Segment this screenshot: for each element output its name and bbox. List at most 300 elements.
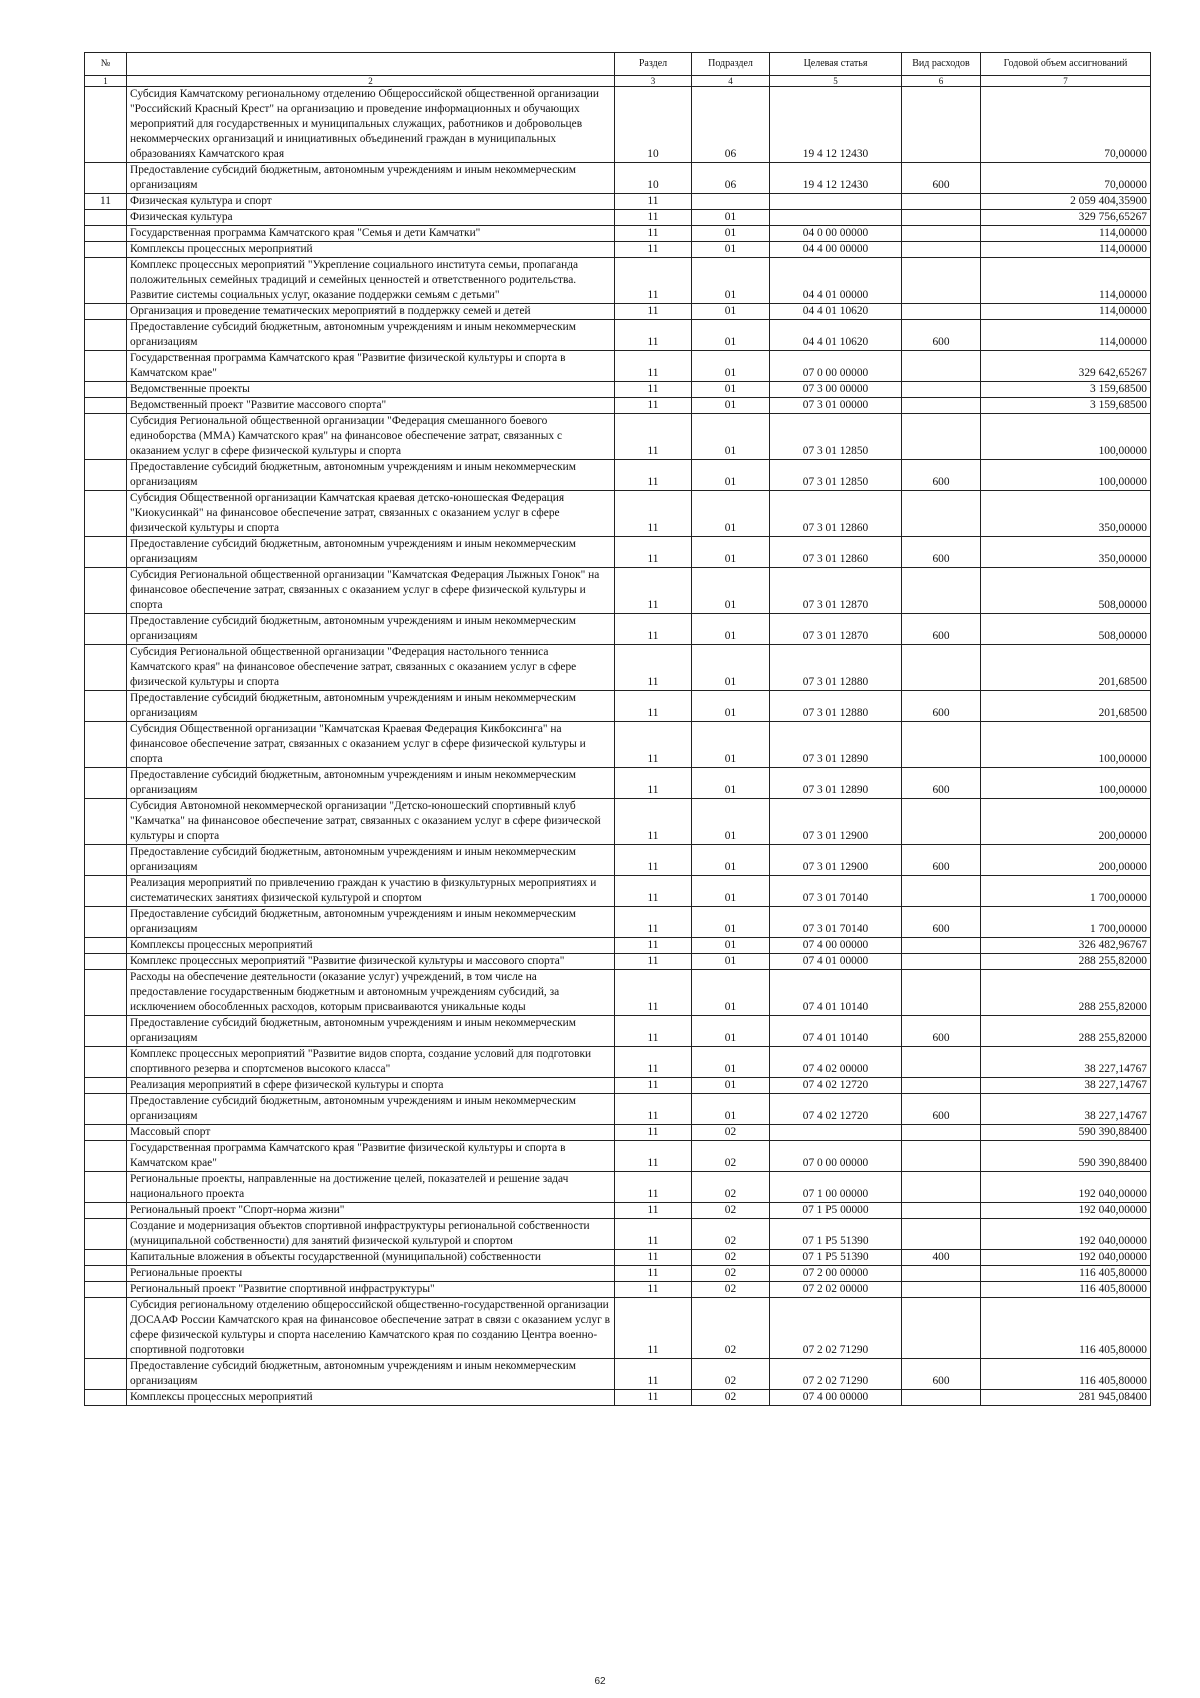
row-target-article: 07 3 01 12860 (770, 491, 902, 537)
table-row (85, 163, 1151, 194)
row-number (85, 645, 127, 691)
row-amount: 590 390,88400 (981, 1141, 1151, 1172)
row-target-article: 07 3 01 70140 (770, 907, 902, 938)
row-podrazdel (692, 194, 770, 210)
row-podrazdel: 02 (692, 1141, 770, 1172)
row-razdel: 11 (615, 1094, 692, 1125)
row-amount: 192 040,00000 (981, 1172, 1151, 1203)
row-name: Создание и модернизация объектов спортивной инфраструктуры региональной собственности (муниципальной собственности) для занятий физической культурой и спортом (127, 1219, 615, 1250)
row-podrazdel: 01 (692, 938, 770, 954)
row-number (85, 1298, 127, 1359)
table-row (85, 351, 1151, 382)
row-podrazdel: 01 (692, 304, 770, 320)
row-amount: 350,00000 (981, 491, 1151, 537)
row-number (85, 1390, 127, 1406)
table-row (85, 907, 1151, 938)
row-amount: 114,00000 (981, 304, 1151, 320)
row-razdel: 11 (615, 768, 692, 799)
table-row (85, 491, 1151, 537)
header-num: № (85, 53, 127, 76)
row-amount: 288 255,82000 (981, 970, 1151, 1016)
row-podrazdel: 02 (692, 1125, 770, 1141)
row-number (85, 398, 127, 414)
row-razdel: 10 (615, 87, 692, 163)
row-target-article: 07 3 01 12850 (770, 414, 902, 460)
row-amount: 192 040,00000 (981, 1219, 1151, 1250)
row-name: Региональные проекты, направленные на достижение целей, показателей и решение задач национального проекта (127, 1172, 615, 1203)
table-row (85, 1359, 1151, 1390)
row-amount: 1 700,00000 (981, 876, 1151, 907)
row-razdel: 11 (615, 1172, 692, 1203)
row-number (85, 1266, 127, 1282)
row-expense-type (902, 938, 981, 954)
row-name: Предоставление субсидий бюджетным, автономным учреждениям и иным некоммерческим организациям (127, 163, 615, 194)
row-name: Предоставление субсидий бюджетным, автономным учреждениям и иным некоммерческим организациям (127, 320, 615, 351)
table-row (85, 1016, 1151, 1047)
table-row (85, 537, 1151, 568)
row-target-article: 07 2 00 00000 (770, 1266, 902, 1282)
row-name: Субсидия Общественной организации Камчатская краевая детско-юношеская Федерация "Киокусинкай" на финансовое обеспечение затрат, связанных с оказанием услуг в сфере физической культуры и спорта (127, 491, 615, 537)
row-name: Комплексы процессных мероприятий (127, 938, 615, 954)
row-number (85, 1359, 127, 1390)
row-number (85, 1047, 127, 1078)
row-number (85, 799, 127, 845)
row-razdel: 11 (615, 398, 692, 414)
row-expense-type: 600 (902, 1359, 981, 1390)
table-row (85, 1125, 1151, 1141)
row-razdel: 11 (615, 1250, 692, 1266)
row-expense-type (902, 876, 981, 907)
row-amount: 2 059 404,35900 (981, 194, 1151, 210)
row-name: Субсидия Автономной некоммерческой организации "Детско-юношеский спортивный клуб "Камчатка" на финансовое обеспечение затрат, связанных с оказанием услуг в сфере физической культуры и спорта (127, 799, 615, 845)
row-target-article: 07 4 01 00000 (770, 954, 902, 970)
row-name: Субсидия региональному отделению общероссийской общественно-государственной организации ДОСААФ России Камчатского края на финансовое обеспечение затрат в связи с оказанием услуг в сфере физической культуры и спорта населению Камчатского края по созданию Центра военно-спортивной подготовки (127, 1298, 615, 1359)
table-row (85, 398, 1151, 414)
table-row (85, 210, 1151, 226)
table-row (85, 1078, 1151, 1094)
row-number (85, 1203, 127, 1219)
row-expense-type (902, 1172, 981, 1203)
row-target-article: 07 3 01 12890 (770, 722, 902, 768)
row-razdel: 11 (615, 414, 692, 460)
row-name: Предоставление субсидий бюджетным, автономным учреждениям и иным некоммерческим организациям (127, 691, 615, 722)
row-podrazdel: 01 (692, 768, 770, 799)
row-number (85, 970, 127, 1016)
row-number (85, 320, 127, 351)
row-number (85, 460, 127, 491)
row-number (85, 722, 127, 768)
row-name: Комплекс процессных мероприятий "Укрепление социального института семьи, пропаганда положительных семейных традиций и семейных ценностей и ответственного родительства. Развитие системы социальных услуг, оказание поддержки семьям с детьми" (127, 258, 615, 304)
row-name: Массовый спорт (127, 1125, 615, 1141)
row-expense-type (902, 1298, 981, 1359)
row-podrazdel: 01 (692, 954, 770, 970)
table-row (85, 258, 1151, 304)
row-number: 11 (85, 194, 127, 210)
row-number (85, 537, 127, 568)
row-number (85, 614, 127, 645)
row-amount: 38 227,14767 (981, 1047, 1151, 1078)
row-razdel: 11 (615, 799, 692, 845)
row-razdel: 11 (615, 1219, 692, 1250)
row-target-article: 07 2 02 71290 (770, 1298, 902, 1359)
row-razdel: 11 (615, 1282, 692, 1298)
row-amount: 100,00000 (981, 460, 1151, 491)
row-podrazdel: 02 (692, 1203, 770, 1219)
row-podrazdel: 06 (692, 163, 770, 194)
budget-page (84, 52, 1150, 1406)
row-number (85, 1141, 127, 1172)
row-podrazdel: 01 (692, 645, 770, 691)
row-podrazdel: 01 (692, 691, 770, 722)
table-row (85, 382, 1151, 398)
row-razdel: 11 (615, 320, 692, 351)
table-row (85, 645, 1151, 691)
row-name: Региональный проект "Спорт-норма жизни" (127, 1203, 615, 1219)
row-name: Организация и проведение тематических мероприятий в поддержку семей и детей (127, 304, 615, 320)
row-podrazdel: 01 (692, 1047, 770, 1078)
row-razdel: 11 (615, 1266, 692, 1282)
row-number (85, 954, 127, 970)
row-expense-type (902, 954, 981, 970)
row-number (85, 382, 127, 398)
row-podrazdel: 02 (692, 1266, 770, 1282)
row-number (85, 491, 127, 537)
row-expense-type (902, 1125, 981, 1141)
row-razdel: 11 (615, 1359, 692, 1390)
row-target-article: 07 3 01 12870 (770, 568, 902, 614)
row-target-article: 04 4 01 00000 (770, 258, 902, 304)
row-amount: 326 482,96767 (981, 938, 1151, 954)
row-name: Региональные проекты (127, 1266, 615, 1282)
row-expense-type (902, 398, 981, 414)
table-row (85, 876, 1151, 907)
row-amount: 70,00000 (981, 163, 1151, 194)
row-amount: 114,00000 (981, 320, 1151, 351)
row-number (85, 938, 127, 954)
row-razdel: 11 (615, 876, 692, 907)
row-podrazdel: 01 (692, 568, 770, 614)
row-target-article: 07 4 01 10140 (770, 1016, 902, 1047)
row-razdel: 11 (615, 568, 692, 614)
row-podrazdel: 02 (692, 1359, 770, 1390)
row-amount: 100,00000 (981, 722, 1151, 768)
row-expense-type: 600 (902, 537, 981, 568)
row-number (85, 163, 127, 194)
row-target-article: 07 3 01 12900 (770, 799, 902, 845)
row-expense-type (902, 491, 981, 537)
table-body (85, 87, 1151, 1406)
row-expense-type (902, 1219, 981, 1250)
row-expense-type (902, 304, 981, 320)
table-row (85, 242, 1151, 258)
column-number: 2 (127, 76, 615, 87)
row-number (85, 568, 127, 614)
row-podrazdel: 01 (692, 258, 770, 304)
row-expense-type: 600 (902, 845, 981, 876)
row-name: Субсидия Общественной организации "Камчатская Краевая Федерация Кикбоксинга" на финансовое обеспечение затрат, связанных с оказанием услуг в сфере физической культуры и спорта (127, 722, 615, 768)
row-expense-type (902, 799, 981, 845)
row-razdel: 11 (615, 210, 692, 226)
row-amount: 192 040,00000 (981, 1250, 1151, 1266)
row-amount: 116 405,80000 (981, 1359, 1151, 1390)
row-amount: 114,00000 (981, 242, 1151, 258)
row-podrazdel: 01 (692, 1078, 770, 1094)
row-expense-type (902, 970, 981, 1016)
row-name: Предоставление субсидий бюджетным, автономным учреждениям и иным некоммерческим организациям (127, 614, 615, 645)
row-name: Предоставление субсидий бюджетным, автономным учреждениям и иным некоммерческим организациям (127, 1094, 615, 1125)
row-amount: 200,00000 (981, 845, 1151, 876)
row-podrazdel: 02 (692, 1298, 770, 1359)
row-podrazdel: 01 (692, 722, 770, 768)
row-razdel: 11 (615, 194, 692, 210)
row-target-article: 07 3 00 00000 (770, 382, 902, 398)
row-podrazdel: 01 (692, 1016, 770, 1047)
row-podrazdel: 01 (692, 226, 770, 242)
row-name: Расходы на обеспечение деятельности (оказание услуг) учреждений, в том числе на предоставление государственным бюджетным и автономным учреждениям субсидий, за исключением обособленных расходов, которым присваиваются уникальные коды (127, 970, 615, 1016)
row-target-article: 07 4 01 10140 (770, 970, 902, 1016)
header-razdel: Раздел (615, 53, 692, 76)
row-target-article: 07 3 01 12850 (770, 460, 902, 491)
table-row (85, 1047, 1151, 1078)
row-amount: 192 040,00000 (981, 1203, 1151, 1219)
row-name: Государственная программа Камчатского края "Семья и дети Камчатки" (127, 226, 615, 242)
row-name: Предоставление субсидий бюджетным, автономным учреждениям и иным некоммерческим организациям (127, 460, 615, 491)
row-amount: 288 255,82000 (981, 1016, 1151, 1047)
table-row (85, 1266, 1151, 1282)
table-row (85, 226, 1151, 242)
table-row (85, 970, 1151, 1016)
row-number (85, 1219, 127, 1250)
row-razdel: 11 (615, 907, 692, 938)
row-expense-type: 600 (902, 320, 981, 351)
row-name: Реализация мероприятий по привлечению граждан к участию в физкультурных мероприятиях и систематических занятиях физической культурой и спортом (127, 876, 615, 907)
row-expense-type: 600 (902, 614, 981, 645)
budget-table (84, 52, 1151, 1406)
row-target-article: 07 3 01 12900 (770, 845, 902, 876)
row-amount: 201,68500 (981, 691, 1151, 722)
row-target-article (770, 1125, 902, 1141)
row-expense-type (902, 1078, 981, 1094)
row-target-article: 07 3 01 12860 (770, 537, 902, 568)
row-number (85, 1250, 127, 1266)
row-razdel: 11 (615, 537, 692, 568)
table-row (85, 722, 1151, 768)
row-expense-type (902, 87, 981, 163)
row-amount: 288 255,82000 (981, 954, 1151, 970)
row-target-article: 07 0 00 00000 (770, 1141, 902, 1172)
row-amount: 116 405,80000 (981, 1266, 1151, 1282)
row-razdel: 11 (615, 1125, 692, 1141)
row-podrazdel: 01 (692, 907, 770, 938)
table-row (85, 845, 1151, 876)
row-target-article: 07 1 P5 51390 (770, 1250, 902, 1266)
row-target-article: 07 2 02 71290 (770, 1359, 902, 1390)
row-name: Предоставление субсидий бюджетным, автономным учреждениям и иным некоммерческим организациям (127, 1359, 615, 1390)
row-name: Субсидия Камчатскому региональному отделению Общероссийской общественной организации "Российский Красный Крест" на организацию и проведение информационных и обучающих мероприятий для государственных и муниципальных служащих, работников и добровольцев некоммерческих организаций и инициативных объединений граждан в муниципальных образованиях Камчатского края (127, 87, 615, 163)
row-target-article: 07 4 00 00000 (770, 938, 902, 954)
row-amount: 116 405,80000 (981, 1282, 1151, 1298)
column-number: 5 (770, 76, 902, 87)
row-target-article: 19 4 12 12430 (770, 163, 902, 194)
row-podrazdel: 01 (692, 382, 770, 398)
row-number (85, 907, 127, 938)
table-row (85, 1250, 1151, 1266)
row-razdel: 11 (615, 1203, 692, 1219)
row-razdel: 11 (615, 954, 692, 970)
row-number (85, 1125, 127, 1141)
table-row (85, 1390, 1151, 1406)
row-razdel: 11 (615, 645, 692, 691)
row-name: Предоставление субсидий бюджетным, автономным учреждениям и иным некоммерческим организациям (127, 1016, 615, 1047)
row-podrazdel: 01 (692, 845, 770, 876)
row-razdel: 11 (615, 1298, 692, 1359)
row-number (85, 242, 127, 258)
row-expense-type (902, 1141, 981, 1172)
row-number (85, 1282, 127, 1298)
row-target-article: 07 1 P5 00000 (770, 1203, 902, 1219)
row-target-article: 07 3 01 12880 (770, 691, 902, 722)
row-expense-type: 400 (902, 1250, 981, 1266)
row-amount: 508,00000 (981, 568, 1151, 614)
row-amount: 200,00000 (981, 799, 1151, 845)
row-podrazdel: 02 (692, 1172, 770, 1203)
row-target-article: 07 1 P5 51390 (770, 1219, 902, 1250)
column-number: 4 (692, 76, 770, 87)
row-podrazdel: 01 (692, 460, 770, 491)
row-razdel: 11 (615, 382, 692, 398)
row-amount: 1 700,00000 (981, 907, 1151, 938)
row-razdel: 11 (615, 1141, 692, 1172)
row-expense-type (902, 226, 981, 242)
row-number (85, 876, 127, 907)
row-name: Предоставление субсидий бюджетным, автономным учреждениям и иным некоммерческим организациям (127, 537, 615, 568)
row-expense-type (902, 1266, 981, 1282)
column-number: 7 (981, 76, 1151, 87)
row-podrazdel: 01 (692, 320, 770, 351)
row-number (85, 87, 127, 163)
row-expense-type: 600 (902, 1094, 981, 1125)
row-expense-type (902, 1203, 981, 1219)
row-target-article: 07 4 02 00000 (770, 1047, 902, 1078)
table-row (85, 1141, 1151, 1172)
row-target-article: 07 1 00 00000 (770, 1172, 902, 1203)
table-row (85, 691, 1151, 722)
row-podrazdel: 01 (692, 537, 770, 568)
row-razdel: 11 (615, 938, 692, 954)
row-amount: 38 227,14767 (981, 1094, 1151, 1125)
row-target-article: 04 4 01 10620 (770, 304, 902, 320)
row-amount: 3 159,68500 (981, 382, 1151, 398)
row-expense-type (902, 1047, 981, 1078)
table-row (85, 87, 1151, 163)
row-razdel: 11 (615, 970, 692, 1016)
table-row (85, 799, 1151, 845)
row-amount: 70,00000 (981, 87, 1151, 163)
row-expense-type (902, 242, 981, 258)
row-podrazdel: 01 (692, 1094, 770, 1125)
row-amount: 329 642,65267 (981, 351, 1151, 382)
row-name: Комплекс процессных мероприятий "Развитие видов спорта, создание условий для подготовки спортивного резерва и спортсменов высокого класса" (127, 1047, 615, 1078)
row-expense-type (902, 568, 981, 614)
page-number: 62 (594, 1676, 606, 1687)
table-row (85, 1219, 1151, 1250)
row-amount: 281 945,08400 (981, 1390, 1151, 1406)
row-target-article: 04 4 00 00000 (770, 242, 902, 258)
row-podrazdel: 01 (692, 210, 770, 226)
table-row (85, 568, 1151, 614)
table-row (85, 1298, 1151, 1359)
row-podrazdel: 01 (692, 351, 770, 382)
row-name: Физическая культура и спорт (127, 194, 615, 210)
row-podrazdel: 01 (692, 491, 770, 537)
row-expense-type (902, 194, 981, 210)
column-number: 1 (85, 76, 127, 87)
table-row (85, 414, 1151, 460)
row-number (85, 1094, 127, 1125)
row-name: Государственная программа Камчатского края "Развитие физической культуры и спорта в Камчатском крае" (127, 351, 615, 382)
row-number (85, 210, 127, 226)
row-podrazdel: 06 (692, 87, 770, 163)
row-amount: 114,00000 (981, 258, 1151, 304)
row-expense-type (902, 722, 981, 768)
row-number (85, 351, 127, 382)
table-row (85, 304, 1151, 320)
row-podrazdel: 01 (692, 398, 770, 414)
row-target-article: 04 4 01 10620 (770, 320, 902, 351)
row-podrazdel: 01 (692, 799, 770, 845)
row-razdel: 11 (615, 242, 692, 258)
table-header (85, 53, 1151, 76)
row-number (85, 304, 127, 320)
header-expense-type: Вид расходов (902, 53, 981, 76)
table-row (85, 1203, 1151, 1219)
column-number: 3 (615, 76, 692, 87)
row-razdel: 11 (615, 1016, 692, 1047)
row-amount: 201,68500 (981, 645, 1151, 691)
header-podrazdel: Подраздел (692, 53, 770, 76)
row-name: Предоставление субсидий бюджетным, автономным учреждениям и иным некоммерческим организациям (127, 768, 615, 799)
row-podrazdel: 01 (692, 614, 770, 645)
row-expense-type (902, 1390, 981, 1406)
row-razdel: 11 (615, 691, 692, 722)
row-target-article: 07 2 02 00000 (770, 1282, 902, 1298)
row-podrazdel: 01 (692, 876, 770, 907)
table-row (85, 614, 1151, 645)
row-razdel: 11 (615, 491, 692, 537)
row-amount: 100,00000 (981, 414, 1151, 460)
row-podrazdel: 02 (692, 1219, 770, 1250)
row-expense-type: 600 (902, 163, 981, 194)
row-target-article: 07 3 01 12880 (770, 645, 902, 691)
row-amount: 116 405,80000 (981, 1298, 1151, 1359)
row-razdel: 11 (615, 304, 692, 320)
row-name: Комплексы процессных мероприятий (127, 242, 615, 258)
row-target-article: 07 4 02 12720 (770, 1094, 902, 1125)
row-amount: 3 159,68500 (981, 398, 1151, 414)
row-number (85, 226, 127, 242)
row-target-article: 07 0 00 00000 (770, 351, 902, 382)
row-razdel: 11 (615, 722, 692, 768)
row-name: Предоставление субсидий бюджетным, автономным учреждениям и иным некоммерческим организациям (127, 907, 615, 938)
row-name: Предоставление субсидий бюджетным, автономным учреждениям и иным некоммерческим организациям (127, 845, 615, 876)
row-razdel: 11 (615, 1047, 692, 1078)
row-name: Субсидия Региональной общественной организации "Федерация настольного тенниса Камчатского края" на финансовое обеспечение затрат, связанных с оказанием услуг в сфере физической культуры и спорта (127, 645, 615, 691)
header-target-article: Целевая статья (770, 53, 902, 76)
table-row (85, 460, 1151, 491)
row-expense-type (902, 351, 981, 382)
table-row (85, 1172, 1151, 1203)
row-number (85, 1016, 127, 1047)
